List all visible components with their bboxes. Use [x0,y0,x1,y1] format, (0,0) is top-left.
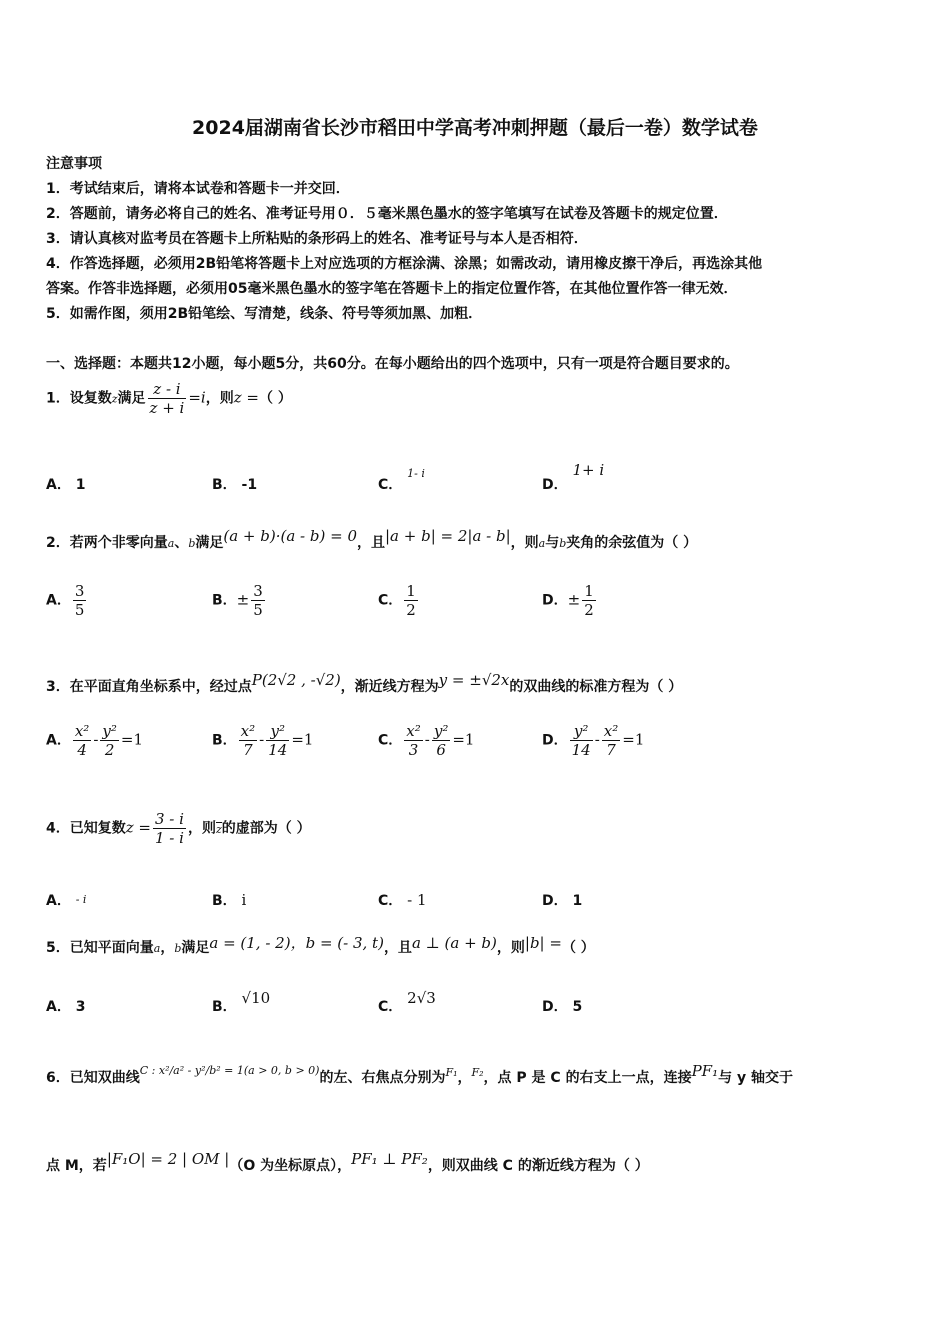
question-6-line-1: 6．已知双曲线$^{C : x^2/a^2 - y^2/b^2 = 1(a > 0, b > 0)}$的左、右焦点分别为$^{F_1}$，$^{F_2}$，点 P 是 C 的右支上一点，连接PF₁与 y 轴交于 [46,1062,793,1086]
math-expr: y = ±√2x [438,671,510,689]
option-d[interactable]: D． $\frac{\text{y²}}{14}$ - $\frac{\text{x²}}{7}$ =1 [542,722,645,759]
math-expr: P(2√2 , -√2) [251,671,341,689]
option-a[interactable]: A． 3 [46,999,86,1015]
math-expr: PF₁ ⊥ PF₂ [351,1150,428,1168]
math-expr: |b| = [524,934,562,952]
math-expr: z = [233,388,259,407]
option-value: 1- i [407,467,425,480]
option-c[interactable]: C． $\frac{\text{x²}}{3}$ - $\frac{\text{y²}}{6}$ =1 [378,722,475,759]
option-c[interactable]: C． - 1 [378,891,427,909]
question-text: 1．设复数 [46,390,112,407]
option-c[interactable]: C． $^{1- i}$ [378,467,425,493]
option-b[interactable]: B． $\frac{\text{x²}}{7}$ - $\frac{\text{y²}}{14}$ =1 [212,722,314,759]
option-d[interactable]: D． 1 [542,893,583,909]
question-text: 满足 [117,390,146,407]
notice-item: 3．请认真核对监考员在答题卡上所粘贴的条形码上的姓名、准考证号与本人是否相符． [46,231,588,247]
option-d[interactable]: D． 1+ i [542,461,605,493]
option-value: 1 [572,893,583,909]
option-d[interactable]: D． 5 [542,999,583,1015]
notice-item: 2．答题前，请务必将自己的姓名、准考证号用０．５毫米黑色墨水的签字笔填写在试卷及答题卡的规定位置． [46,206,728,222]
question-4: 4．已知复数z = $\frac{3 - i}{1 - i}$ ，则z的虚部为（ ） [46,810,311,847]
option-b[interactable]: B．± $\frac{3}{5}$ [212,582,263,619]
math-var: a [167,537,175,550]
option-a[interactable]: A． $\frac{\text{x²}}{4}$ - $\frac{\text{y²}}{2}$ =1 [46,722,144,759]
option-d[interactable]: D．± $\frac{1}{2}$ [542,582,594,619]
notice-item: 5．如需作图，须用2B铅笔绘、写清楚，线条、符号等须加黑、加粗． [46,306,483,322]
option-value: 1 [75,477,86,493]
math-expr: ，b = (- 3, t) [290,934,384,952]
notice-heading: 注意事项 [46,156,102,172]
math-expr: |F₁O| = 2 | OM | [106,1150,230,1168]
math-expr: a ⊥ (a + b) [411,934,497,952]
option-value: 2√3 [407,989,436,1007]
question-text: （ ） [258,390,292,407]
math-expr: (a + b)·(a - b) = 0 [223,527,357,545]
page-title: 2024届湖南省长沙市稻田中学高考冲刺押题（最后一卷）数学试卷 [192,117,758,139]
question-3: 3．在平面直角坐标系中，经过点P(2√2 , -√2)，渐近线方程为y = ±√2x的双曲线的标准方程为（ ） [46,671,683,695]
section-heading: 一、选择题：本题共12小题，每小题5分，共60分。在每小题给出的四个选项中，只有一项是符合题目要求的。 [46,356,739,372]
notice-item: 答案。作答非选择题，必须用05毫米黑色墨水的签字笔在答题卡上的指定位置作答，在其他位置作答一律无效． [46,281,738,297]
math-fraction: $\frac{z - i}{z + i}$ [149,380,185,417]
option-a[interactable]: A． - i [46,893,87,909]
math-expr: C : x²/a² - y²/b² = 1(a > 0, b > 0) [139,1064,320,1077]
option-value: i [241,891,247,909]
math-expr: z = [125,818,151,837]
math-var: z [111,392,118,406]
option-value: 5 [572,999,583,1015]
option-value: - i [75,893,87,906]
option-value: 3 [75,999,86,1015]
option-a[interactable]: A． 1 [46,477,86,493]
notice-item: 4．作答选择题，必须用2B铅笔将答题卡上对应选项的方框涂满、涂黑；如需改动，请用橡皮擦干净后，再选涂其他 [46,256,763,272]
option-value: - 1 [407,891,427,909]
option-value: √10 [241,989,271,1007]
option-value: -1 [241,477,258,493]
option-b[interactable]: B． i [212,891,247,909]
math-expr: |a + b| = 2|a - b| [384,527,511,545]
question-6-line-2: 点 M，若|F₁O| = 2 | OM |（O 为坐标原点），PF₁ ⊥ PF₂，则双曲线 C 的渐近线方程为（ ） [46,1150,649,1174]
math-expr: a = (1, - 2) [209,934,291,952]
option-b[interactable]: B． -1 [212,477,258,493]
question-5: 5．已知平面向量a，b满足a = (1, - 2)，b = (- 3, t)，且a ⊥ (a + b)，则|b| =（ ） [46,934,595,956]
option-b[interactable]: B． √10 [212,989,271,1015]
math-var: F₁ [445,1066,458,1079]
option-c[interactable]: C． $\frac{1}{2}$ [378,582,416,619]
option-value: 1+ i [572,461,605,479]
question-2: 2．若两个非零向量a、b满足(a + b)·(a - b) = 0，且|a + b| = 2|a - b|，则a与b夹角的余弦值为（ ） [46,527,698,551]
option-a[interactable]: A． $\frac{3}{5}$ [46,582,85,619]
question-text: ，则 [205,390,234,407]
notice-item: 1．考试结束后，请将本试卷和答题卡一并交回． [46,181,350,197]
math-var: z [215,822,222,836]
math-var: b [188,537,196,550]
math-expr: =i [188,388,206,407]
option-c[interactable]: C． 2√3 [378,989,436,1015]
math-fraction: $\frac{3 - i}{1 - i}$ [155,810,184,847]
question-1 [46,380,292,417]
math-var: F₂ [471,1066,484,1079]
math-var: PF₁ [691,1062,719,1080]
